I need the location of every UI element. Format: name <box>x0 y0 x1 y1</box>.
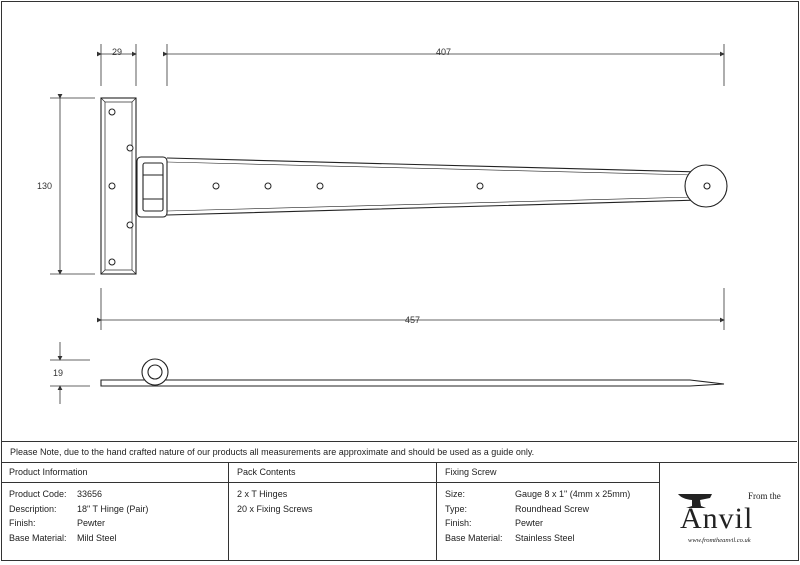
info-row <box>9 502 148 517</box>
info-label: Type: <box>445 503 468 514</box>
product-information-rows <box>9 487 148 545</box>
dim-label-plate-width: 29 <box>112 47 123 57</box>
info-row <box>445 502 630 517</box>
info-label: Description: <box>9 503 57 514</box>
pack-contents-heading: Pack Contents <box>229 463 436 483</box>
info-label: Base Material: <box>445 532 503 543</box>
info-label: Product Code: <box>9 489 67 499</box>
logo-url: www.fromtheanvil.co.uk <box>688 537 751 544</box>
pack-item: 2 x T Hinges <box>237 489 288 499</box>
info-value: Stainless Steel <box>515 532 575 543</box>
info-label: Size: <box>445 489 466 499</box>
dim-label-thickness: 19 <box>53 368 64 378</box>
pack-item: 20 x Fixing Screws <box>237 503 313 514</box>
measurement-note: Please Note, due to the hand crafted nature of our products all measurements are approximate and should be used as a guide only. <box>1 441 797 462</box>
info-label: Base Material: <box>9 532 67 543</box>
side-profile <box>101 359 724 386</box>
dim-label-overall-length: 457 <box>405 315 421 325</box>
hinge-knuckle <box>137 157 167 217</box>
dim-label-strap-length: 407 <box>436 47 452 57</box>
hinge-strap <box>167 158 727 215</box>
logo-from-the: From the <box>748 491 781 501</box>
info-row <box>9 516 148 531</box>
screw-holes <box>109 109 710 265</box>
product-information-heading: Product Information <box>1 463 228 483</box>
fixing-screw-heading: Fixing Screw <box>437 463 659 483</box>
info-value: Pewter <box>515 518 544 528</box>
product-information-panel <box>1 463 229 561</box>
info-row <box>445 516 630 531</box>
info-value: Pewter <box>77 518 106 528</box>
pack-contents-panel <box>229 463 437 561</box>
logo-brand: Anvil <box>680 502 754 535</box>
info-value: Gauge 8 x 1" (4mm x 25mm) <box>515 489 631 499</box>
info-value: Roundhead Screw <box>515 503 590 514</box>
info-value: 33656 <box>77 489 103 499</box>
pack-contents-list <box>237 487 313 516</box>
dim-label-plate-height: 130 <box>37 181 53 191</box>
info-value: Mild Steel <box>77 532 117 543</box>
t-plate <box>101 98 136 274</box>
info-row <box>445 531 630 546</box>
fixing-screw-rows <box>445 487 630 545</box>
info-value: 18" T Hinge (Pair) <box>77 503 149 514</box>
info-label: Finish: <box>445 518 472 528</box>
from-the-anvil-logo <box>660 462 797 560</box>
info-label: Finish: <box>9 518 36 528</box>
info-row <box>445 487 630 502</box>
fixing-screw-panel <box>437 463 660 561</box>
info-row <box>9 531 148 546</box>
info-row <box>9 487 148 502</box>
